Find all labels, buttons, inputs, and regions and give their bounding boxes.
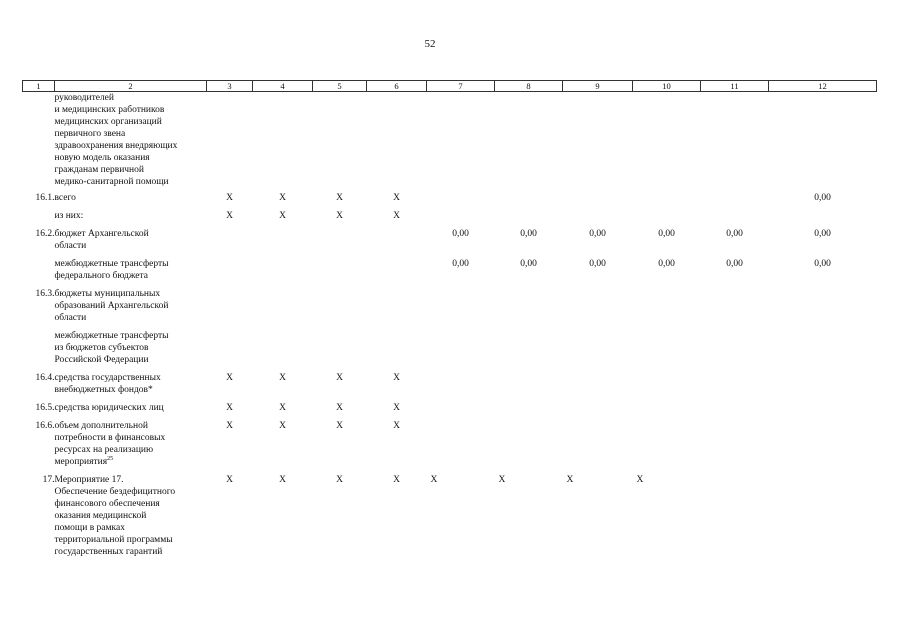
cell-col-4: X — [279, 475, 286, 485]
cell-col-3 — [207, 284, 253, 326]
row-name-line: области — [54, 241, 87, 251]
cell-col-11 — [701, 92, 769, 189]
cell-col-11 — [701, 188, 769, 206]
cell-col-3 — [207, 254, 253, 284]
row-name-line: межбюджетные трансферты — [54, 331, 169, 341]
cell-col-10 — [633, 188, 701, 206]
cell-col-7 — [427, 368, 495, 398]
cell-col-6: X — [393, 373, 400, 383]
cell-col-4: X — [279, 193, 286, 203]
cell-col-10 — [633, 368, 701, 398]
cell-col-5: X — [336, 211, 343, 221]
cell-col-11: 0,00 — [726, 259, 743, 269]
cell-col-9 — [563, 206, 633, 224]
column-header-4: 4 — [253, 81, 313, 92]
row-name-line: межбюджетные трансферты — [54, 259, 169, 269]
cell-col-6 — [367, 224, 427, 254]
row-name-line: ресурсах на реализацию — [54, 445, 154, 455]
cell-col-7 — [427, 326, 495, 368]
cell-col-12 — [769, 368, 877, 398]
column-header-11: 11 — [701, 81, 769, 92]
row-number: 16.5. — [35, 403, 55, 413]
row-name-line: здравоохранения внедряющих — [54, 141, 178, 151]
column-header-8: 8 — [495, 81, 563, 92]
row-name-line: средства государственных — [54, 373, 161, 383]
row-name — [55, 326, 207, 368]
cell-col-5: X — [336, 475, 343, 485]
row-name-line: помощи в рамках — [54, 523, 125, 533]
row-name — [55, 188, 207, 206]
cell-col-8 — [495, 416, 563, 470]
cell-col-8 — [495, 188, 563, 206]
cell-col-12 — [769, 284, 877, 326]
row-name-line: первичного звена — [54, 129, 126, 139]
cell-col-7 — [427, 92, 495, 189]
row-number — [23, 254, 55, 284]
cell-col-8 — [495, 284, 563, 326]
cell-col-7 — [427, 188, 495, 206]
row-name — [55, 368, 207, 398]
footnote-marker: 25 — [107, 455, 114, 462]
row-name — [55, 470, 207, 560]
cell-col-6 — [367, 326, 427, 368]
cell-col-3 — [207, 326, 253, 368]
column-header-9: 9 — [563, 81, 633, 92]
cell-col-7 — [427, 206, 495, 224]
row-name-line: всего — [54, 193, 76, 203]
cell-col-12 — [769, 416, 877, 470]
cell-col-9: 0,00 — [589, 259, 606, 269]
cell-col-10 — [633, 398, 701, 416]
row-name-line: руководителей — [54, 93, 114, 103]
cell-col-6: X — [393, 211, 400, 221]
cell-col-10 — [633, 326, 701, 368]
row-number: 16.6. — [35, 421, 55, 431]
cell-col-6: X — [393, 475, 400, 485]
cell-col-6 — [367, 254, 427, 284]
cell-col-11: 0,00 — [726, 229, 743, 239]
cell-col-9 — [563, 188, 633, 206]
row-name-line: финансового обеспечения — [54, 499, 160, 509]
column-header-5: 5 — [313, 81, 367, 92]
page-number: 52 — [424, 38, 436, 50]
program-table — [22, 80, 877, 560]
cell-col-12: 0,00 — [814, 259, 831, 269]
cell-col-5: X — [336, 421, 343, 431]
cell-col-6: X — [393, 421, 400, 431]
cell-col-9 — [563, 326, 633, 368]
row-name — [55, 254, 207, 284]
cell-col-7: 0,00 — [452, 229, 469, 239]
cell-col-6: X — [393, 193, 400, 203]
row-name-line: и медицинских работников — [54, 105, 165, 115]
cell-col-4: X — [279, 403, 286, 413]
table-row — [23, 188, 877, 206]
row-name-line: области — [54, 313, 87, 323]
cell-col-9: X — [566, 475, 574, 485]
cell-col-8 — [495, 326, 563, 368]
row-name — [55, 206, 207, 224]
table-row — [23, 368, 877, 398]
cell-col-12: 0,00 — [814, 193, 831, 203]
cell-col-11 — [701, 470, 769, 560]
row-name-line: федерального бюджета — [54, 271, 148, 281]
cell-col-7 — [427, 398, 495, 416]
column-header-2: 2 — [55, 81, 207, 92]
column-header-7: 7 — [427, 81, 495, 92]
cell-col-11 — [701, 206, 769, 224]
row-name-line: из бюджетов субъектов — [54, 343, 149, 353]
cell-col-10 — [633, 284, 701, 326]
cell-col-11 — [701, 368, 769, 398]
row-name — [55, 224, 207, 254]
row-name-line: бюджет Архангельской — [54, 229, 149, 239]
row-name-line: Обеспечение бездефицитного — [54, 487, 176, 497]
cell-col-10: 0,00 — [658, 229, 675, 239]
cell-col-12 — [769, 470, 877, 560]
cell-col-4 — [253, 224, 313, 254]
cell-col-4: X — [279, 421, 286, 431]
cell-col-11 — [701, 416, 769, 470]
row-number: 16.4. — [35, 373, 55, 383]
column-header-12: 12 — [769, 81, 877, 92]
cell-col-5 — [313, 92, 367, 189]
row-name-line: объем дополнительной — [54, 421, 148, 431]
table-row — [23, 470, 877, 560]
cell-col-10: 0,00 — [658, 259, 675, 269]
row-number: 16.3. — [35, 289, 55, 299]
cell-col-12 — [769, 92, 877, 189]
row-name-line: территориальной программы — [54, 535, 173, 545]
cell-col-10 — [633, 416, 701, 470]
cell-col-4 — [253, 92, 313, 189]
row-name-line: бюджеты муниципальных — [54, 289, 161, 299]
cell-col-12 — [769, 398, 877, 416]
cell-col-5 — [313, 326, 367, 368]
cell-col-10: X — [636, 475, 644, 485]
cell-col-6 — [367, 92, 427, 189]
row-name-line: из них: — [54, 211, 84, 221]
cell-col-5: X — [336, 373, 343, 383]
row-number: 16.1. — [35, 193, 55, 203]
row-name-line: Российской Федерации — [54, 355, 149, 365]
row-name-line: средства юридических лиц — [54, 403, 164, 413]
row-name — [55, 92, 207, 189]
cell-col-12 — [769, 326, 877, 368]
cell-col-5: X — [336, 403, 343, 413]
row-number — [23, 326, 55, 368]
cell-col-4: X — [279, 211, 286, 221]
row-name-line: Мероприятие 17. — [54, 475, 124, 485]
cell-col-5: X — [336, 193, 343, 203]
row-name — [55, 416, 207, 470]
cell-col-3: X — [226, 421, 233, 431]
cell-col-12 — [769, 206, 877, 224]
cell-col-7: 0,00 — [452, 259, 469, 269]
cell-col-9 — [563, 284, 633, 326]
row-number: 17. — [42, 475, 55, 485]
cell-col-3: X — [226, 475, 233, 485]
row-number — [23, 206, 55, 224]
cell-col-8 — [495, 398, 563, 416]
cell-col-8: X — [498, 475, 506, 485]
table-row — [23, 254, 877, 284]
cell-col-4: X — [279, 373, 286, 383]
cell-col-9: 0,00 — [589, 229, 606, 239]
cell-col-7: X — [430, 475, 438, 485]
cell-col-3: X — [226, 193, 233, 203]
cell-col-3 — [207, 224, 253, 254]
row-name-line: образований Архангельской — [54, 301, 169, 311]
cell-col-7 — [427, 416, 495, 470]
cell-col-10 — [633, 206, 701, 224]
row-name-line: гражданам первичной — [54, 165, 144, 175]
cell-col-3 — [207, 92, 253, 189]
table-row — [23, 326, 877, 368]
cell-col-8 — [495, 92, 563, 189]
table-row — [23, 92, 877, 189]
cell-col-9 — [563, 92, 633, 189]
cell-col-8 — [495, 206, 563, 224]
row-name — [55, 284, 207, 326]
cell-col-7 — [427, 284, 495, 326]
row-name-line: внебюджетных фондов* — [54, 385, 153, 395]
row-name-line: мероприятия — [54, 457, 108, 467]
table-row — [23, 284, 877, 326]
cell-col-10 — [633, 92, 701, 189]
cell-col-9 — [563, 368, 633, 398]
cell-col-4 — [253, 254, 313, 284]
cell-col-6: X — [393, 403, 400, 413]
cell-col-5 — [313, 254, 367, 284]
cell-col-5 — [313, 284, 367, 326]
cell-col-11 — [701, 326, 769, 368]
row-name-line: медицинских организаций — [54, 117, 162, 127]
cell-col-9 — [563, 398, 633, 416]
row-name-line: потребности в финансовых — [54, 433, 166, 443]
row-number — [23, 92, 55, 189]
column-header-1: 1 — [23, 81, 55, 92]
header-row — [23, 81, 877, 92]
cell-col-3: X — [226, 373, 233, 383]
column-header-3: 3 — [207, 81, 253, 92]
cell-col-11 — [701, 398, 769, 416]
table-row — [23, 206, 877, 224]
cell-col-9 — [563, 416, 633, 470]
table-row — [23, 398, 877, 416]
cell-col-11 — [701, 284, 769, 326]
cell-col-8: 0,00 — [520, 229, 537, 239]
cell-col-5 — [313, 224, 367, 254]
row-name-line: медико-санитарной помощи — [54, 177, 169, 187]
table-row — [23, 224, 877, 254]
table-body — [23, 92, 877, 561]
cell-col-6 — [367, 284, 427, 326]
cell-col-4 — [253, 326, 313, 368]
cell-col-3: X — [226, 211, 233, 221]
row-name-line: государственных гарантий — [54, 547, 163, 557]
cell-col-3: X — [226, 403, 233, 413]
cell-col-4 — [253, 284, 313, 326]
row-number: 16.2. — [35, 229, 55, 239]
cell-col-8 — [495, 368, 563, 398]
column-header-10: 10 — [633, 81, 701, 92]
column-header-6: 6 — [367, 81, 427, 92]
cell-col-8: 0,00 — [520, 259, 537, 269]
row-name-line: новую модель оказания — [54, 153, 150, 163]
table-row — [23, 416, 877, 470]
row-name — [55, 398, 207, 416]
cell-col-12: 0,00 — [814, 229, 831, 239]
row-name-line: оказания медицинской — [54, 511, 147, 521]
